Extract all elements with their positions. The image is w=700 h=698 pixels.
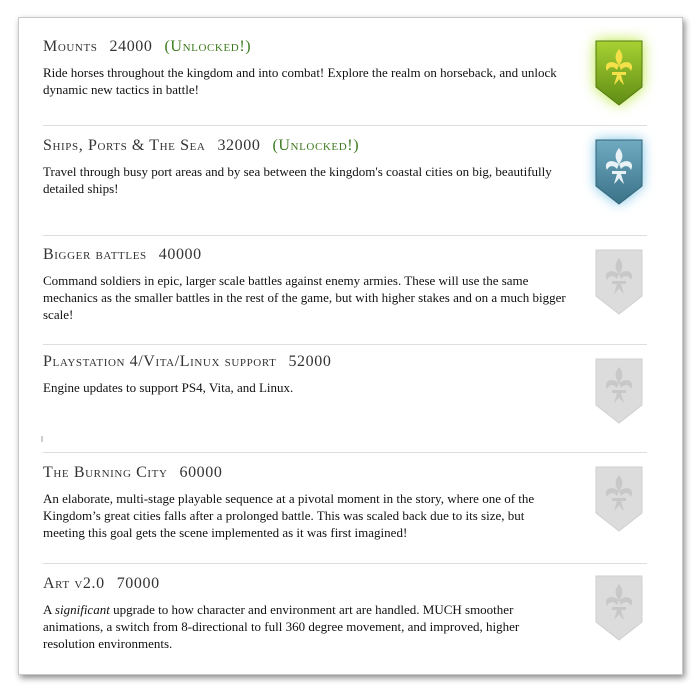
goal-description: Engine updates to support PS4, Vita, and Linux. — [43, 380, 294, 395]
edge-mark — [41, 436, 43, 442]
goal-heading — [43, 353, 648, 371]
desc-text: upgrade to how character and environment art are handled. MUCH smoother animations, a switch from 8-directional to full 360 degree movement, and improved, higher resolution environments. — [43, 602, 520, 651]
divider — [43, 235, 647, 236]
fleur-de-lis-icon — [594, 248, 644, 316]
fleur-de-lis-icon — [594, 465, 644, 533]
stretch-goals-panel — [18, 17, 683, 675]
goal-mounts — [43, 38, 648, 98]
unlocked-status: (Unlocked!) — [164, 38, 252, 55]
goal-amount: 70000 — [116, 575, 160, 592]
goal-heading — [43, 38, 648, 56]
goal-title: Bigger battles — [43, 246, 147, 263]
goal-amount: 40000 — [158, 246, 202, 263]
goal-art-v2 — [43, 575, 648, 652]
goal-title: The Burning City — [43, 464, 168, 481]
goal-amount: 60000 — [179, 464, 223, 481]
divider — [43, 125, 647, 126]
fleur-de-lis-icon — [594, 138, 644, 206]
goal-bigger-battles — [43, 246, 648, 323]
goal-amount: 32000 — [217, 137, 261, 154]
fleur-de-lis-icon — [594, 357, 644, 425]
divider — [43, 563, 647, 564]
goal-description: Command soldiers in epic, larger scale battles against enemy armies. These will use the same mechanics as the smaller battles in the rest of the game, but with higher stakes and on a much bigger scale! — [43, 273, 566, 322]
goal-platform-support — [43, 353, 648, 396]
goal-title: Playstation 4/Vita/Linux support — [43, 353, 277, 370]
goal-description: An elaborate, multi-stage playable sequence at a pivotal moment in the story, where one of the Kingdom’s great cities falls after a prolonged battle. This was scaled back due to its size, but meeting this goal gets the scene implemented as it was first imagined! — [43, 491, 535, 540]
goal-title: Mounts — [43, 38, 98, 55]
goal-description: Ride horses throughout the kingdom and into combat! Explore the realm on horseback, and unlock dynamic new tactics in battle! — [43, 65, 557, 97]
goal-heading — [43, 464, 648, 482]
goal-amount: 24000 — [109, 38, 153, 55]
goal-title: Art v2.0 — [43, 575, 105, 592]
goal-description: Travel through busy port areas and by sea between the kingdom's coastal cities on big, beautifully detailed ships! — [43, 164, 552, 196]
goal-title: Ships, Ports & The Sea — [43, 137, 206, 154]
goal-heading — [43, 137, 648, 155]
goal-ships-ports-sea — [43, 137, 648, 197]
desc-emphasis: significant — [54, 602, 110, 617]
desc-text: A — [43, 602, 55, 617]
divider — [43, 452, 647, 453]
goal-description — [43, 601, 568, 652]
goal-burning-city — [43, 464, 648, 541]
goal-heading — [43, 246, 648, 264]
goal-amount: 52000 — [288, 353, 332, 370]
fleur-de-lis-icon — [594, 574, 644, 642]
fleur-de-lis-icon — [594, 39, 644, 107]
divider — [43, 344, 647, 345]
unlocked-status: (Unlocked!) — [272, 137, 360, 154]
goal-heading — [43, 575, 648, 593]
